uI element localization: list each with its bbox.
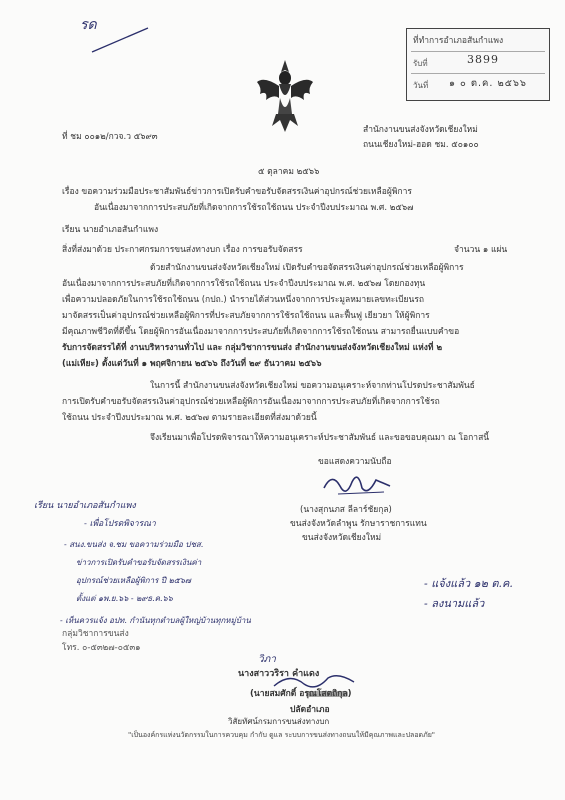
stamp-title: ที่ทำการอำเภอสันกำแพง (413, 36, 504, 46)
stamp-no-value: 3899 (467, 53, 499, 66)
stamp-date-label: วันที่ (413, 81, 429, 90)
phone: โทร. ๐-๕๓๒๗-๐๕๓๑ (62, 643, 141, 653)
handwritten-note: - เห็นควรแจ้ง อปท. กำนันทุกตำบลผู้ใหญ่บ้านทุกหมู่บ้าน (60, 616, 251, 625)
handwritten-note: ตั้งแต่ ๑พ.ย.๖๖ - ๒๙ธ.ค.๖๖ (76, 594, 173, 603)
subject-line-2: อันเนื่องมาจากการประสบภัยที่เกิดจากการใช้รถใช้ถนน ประจำปีงบประมาณ พ.ศ. ๒๕๖๗ (94, 203, 414, 213)
para2-line: ใช้ถนน ประจำปีงบประมาณ พ.ศ. ๒๕๖๗ ตามรายละเอียดที่ส่งมาด้วยนี้ (62, 413, 317, 423)
para3: จึงเรียนมาเพื่อโปรดพิจารณาให้ความอนุเคราะห์ประชาสัมพันธ์ และขอขอบคุณมา ณ โอกาสนี้ (150, 433, 490, 443)
officer-initials: วิภา (258, 654, 276, 665)
para1-line-bold: (แม่เหียะ) ตั้งแต่วันที่ ๑ พฤศจิกายน ๒๕๖๖ ถึงวันที่ ๒๙ ธันวาคม ๒๕๖๖ (62, 359, 322, 369)
subject-line-1: เรื่อง ขอความร่วมมือประชาสัมพันธ์ข่าวการเปิดรับคำขอรับจัดสรรเงินค่าอุปกรณ์ช่วยเหลือผู้พิการ (62, 187, 412, 197)
para2-line: การเปิดรับคำขอรับจัดสรรเงินค่าอุปกรณ์ช่วยเหลือผู้พิการอันเนื่องมาจากการประสบภัยที่เกิดจากการใช้รถ (62, 397, 440, 407)
office-name: สำนักงานขนส่งจังหวัดเชียงใหม่ (363, 125, 478, 135)
corner-scribble-icon (88, 22, 158, 58)
officer-name: นางสาววริรา คำแดง (238, 669, 320, 679)
handwritten-note: - สนง.ขนส่ง จ.ชม ขอความร่วมมือ ปชส. (64, 540, 204, 549)
para1-line: ด้วยสำนักงานขนส่งจังหวัดเชียงใหม่ เปิดรับคำขอจัดสรรเงินค่าอุปกรณ์ช่วยเหลือผู้พิการ (150, 263, 464, 273)
handwritten-note: - เพื่อโปรดพิจารณา (84, 519, 156, 529)
handwritten-note-right: - แจ้งแล้ว ๑๒ ต.ค. (424, 577, 513, 590)
signer-name: (นางสุกนภส ลีลาร์ชัยกุล) (300, 505, 392, 515)
signer-title-1: ขนส่งจังหวัดลำพูน รักษาราชการแทน (290, 519, 427, 529)
strike-bar (306, 691, 348, 697)
closing: ขอแสดงความนับถือ (318, 457, 392, 467)
handwritten-note: เรียน นายอำเภอสันกำแพง (34, 501, 136, 511)
attachment-qty: จำนวน ๑ แผ่น (454, 245, 508, 255)
signer-title-2: ขนส่งจังหวัดเชียงใหม่ (302, 533, 382, 543)
stamp-no-label: รับที่ (413, 59, 428, 68)
officer-title: ปลัดอำเภอ (290, 705, 330, 715)
salutation: เรียน นายอำเภอสันกำแพง (62, 225, 159, 235)
attachment-line: สิ่งที่ส่งมาด้วย ประกาศกรมการขนส่งทางบก เรื่อง การขอรับจัดสรร (62, 245, 303, 255)
stamp-date-value: ๑ ๐ ต.ค. ๒๕๖๖ (449, 78, 527, 89)
officer-name-2: (นายสมศักดิ์ อรุณโสตถิกุล) (250, 689, 352, 699)
handwritten-note: ข่าวการเปิดรับคำขอรับจัดสรรเงินค่า (76, 558, 202, 567)
vision-text: "เป็นองค์กรแห่งนวัตกรรมในการควบคุม กำกับ ดูแล ระบบการขนส่งทางถนนให้มีคุณภาพและปลอดภัย" (128, 731, 436, 739)
para2-line: ในการนี้ สำนักงานขนส่งจังหวัดเชียงใหม่ ขอความอนุเคราะห์จากท่านโปรดประชาสัมพันธ์ (150, 381, 475, 391)
para1-line: เพื่อความปลอดภัยในการใช้รถใช้ถนน (กปถ.) นำรายได้ส่วนหนึ่งจากการประมูลหมายเลขทะเบียนรถ (62, 295, 425, 305)
corner-handwritten-mark: รด (80, 17, 97, 33)
para1-line-bold: รับการจัดสรรได้ที่ งานบริหารงานทั่วไป และ กลุ่มวิชาการขนส่ง สำนักงานขนส่งจังหวัดเชียงใหม่ แห่งที่ ๒ (62, 343, 443, 353)
handwritten-note-right: - ลงนามแล้ว (424, 597, 485, 610)
signature-mark (318, 468, 398, 502)
receiving-stamp (406, 28, 550, 101)
para1-line: มีคุณภาพชีวิตที่ดีขึ้น โดยผู้พิการอันเนื่องมาจากการประสบภัยที่เกิดจากการใช้รถใช้ถนน สามารถยื่นแบบคำขอ (62, 327, 460, 337)
garuda-emblem-icon (254, 58, 316, 136)
vision-title: วิสัยทัศน์กรมการขนส่งทางบก (228, 717, 330, 726)
office-address: ถนนเชียงใหม่-ฮอด ชม. ๕๐๑๐๐ (363, 140, 479, 150)
department: กลุ่มวิชาการขนส่ง (62, 629, 129, 639)
document-date: ๕ ตุลาคม ๒๕๖๖ (258, 167, 320, 177)
handwritten-note: อุปกรณ์ช่วยเหลือผู้พิการ ปี ๒๕๖๗ (76, 576, 191, 585)
document-number: ที่ ชม ๐๐๑๒/กวจ.ว ๕๖๙๓ (62, 132, 158, 142)
para1-line: มาจัดสรรเป็นค่าอุปกรณ์ช่วยเหลือผู้พิการที่ประสบภัยจากการใช้รถใช้ถนน และฟื้นฟู เยียวยา ให้ผู้พิการ (62, 311, 430, 321)
para1-line: อันเนื่องมาจากการประสบภัยที่เกิดจากการใช้รถใช้ถนน ประจำปีงบประมาณ พ.ศ. ๒๕๖๗ โดยกองทุน (62, 279, 426, 289)
